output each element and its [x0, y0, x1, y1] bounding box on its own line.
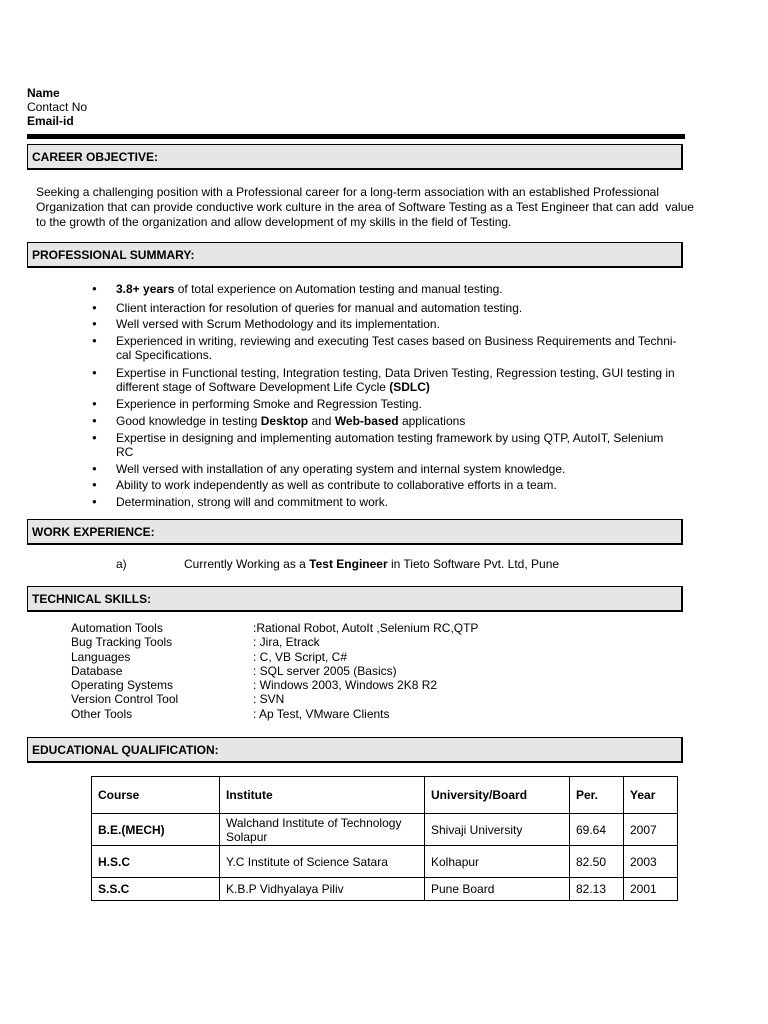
list-item: ● Expertise in designing and implementing automation testing framework by using QTP, AutoIT, Selenium RC: [92, 431, 692, 460]
section-career-objective: [27, 144, 683, 170]
objective-line: Organization that can provide conductive work culture in the area of Software Testing as a Test Engineer that can add value: [36, 200, 694, 214]
section-professional-summary: [27, 242, 683, 268]
header-cell: Per.: [570, 777, 624, 814]
section-title: EDUCATIONAL QUALIFICATION:: [32, 743, 219, 757]
year-cell: 2001: [624, 878, 678, 901]
header-cell: Institute: [220, 777, 425, 814]
skill-row: Version Control Tool : SVN: [71, 692, 285, 707]
list-item: ● Determination, strong will and commitment to work.: [92, 495, 692, 510]
skill-row: Database : SQL server 2005 (Basics): [71, 663, 397, 678]
skill-row: Operating Systems : Windows 2003, Windows 2K8 R2: [71, 678, 438, 693]
list-item: ● Well versed with installation of any operating system and internal system knowledge.: [92, 462, 692, 477]
per-cell: 69.64: [570, 814, 624, 846]
objective-line: to the growth of the organization and allow development of my skills in the field of Testing.: [36, 215, 512, 229]
institute-cell: Y.C Institute of Science Satara: [220, 846, 425, 878]
list-item: ● Experienced in writing, reviewing and executing Test cases based on Business Requirements and Techni- cal Specifications.: [92, 334, 692, 363]
table-row: [92, 878, 678, 901]
list-item: ● Expertise in Functional testing, Integration testing, Data Driven Testing, Regression testing, GUI testing in different stage of Software Development Life Cycle (SDLC): [92, 366, 692, 395]
skill-row: Languages : C, VB Script, C#: [71, 649, 348, 664]
board-cell: Shivaji University: [425, 814, 570, 846]
section-title: TECHNICAL SKILLS:: [32, 592, 152, 606]
list-item: ● Ability to work independently as well as contribute to collaborative efforts in a team.: [92, 478, 692, 493]
summary-list: [92, 282, 692, 511]
year-cell: 2003: [624, 846, 678, 878]
email-label: Email-id: [27, 114, 74, 128]
list-item: ● Experience in performing Smoke and Regression Testing.: [92, 397, 692, 412]
objective-line: Seeking a challenging position with a Professional career for a long-term association with an established Professional: [36, 185, 660, 199]
per-cell: 82.50: [570, 846, 624, 878]
header-cell: University/Board: [425, 777, 570, 814]
skill-row: Automation Tools :Rational Robot, AutoIt ,Selenium RC,QTP: [71, 621, 479, 635]
year-cell: 2007: [624, 814, 678, 846]
table-header-row: [92, 777, 678, 814]
contact-label: Contact No: [27, 100, 88, 114]
course-cell: H.S.C: [92, 846, 220, 878]
section-technical-skills: [27, 586, 683, 612]
skill-row: Bug Tracking Tools : Jira, Etrack: [71, 635, 320, 650]
skill-row: Other Tools : Ap Test, VMware Clients: [71, 706, 390, 721]
work-entry: Currently Working as a Test Engineer in Tieto Software Pvt. Ltd, Pune: [184, 557, 560, 571]
board-cell: Pune Board: [425, 878, 570, 901]
work-marker: a): [116, 557, 127, 571]
skills-list: [71, 621, 478, 721]
list-item: ● Client interaction for resolution of queries for manual and automation testing.: [92, 301, 692, 316]
name-label: Name: [27, 86, 60, 100]
table-row: [92, 814, 678, 846]
list-item: ● Well versed with Scrum Methodology and its implementation.: [92, 317, 692, 332]
institute-cell: Walchand Institute of Technology Solapur: [220, 814, 425, 846]
objective-paragraph: [36, 185, 736, 230]
table-row: [92, 846, 678, 878]
education-table: [91, 776, 678, 901]
list-item: ● 3.8+ years of total experience on Automation testing and manual testing.: [92, 282, 692, 297]
section-title: PROFESSIONAL SUMMARY:: [32, 248, 195, 262]
header-rule: [27, 134, 685, 139]
course-cell: B.E.(MECH): [92, 814, 220, 846]
board-cell: Kolhapur: [425, 846, 570, 878]
list-item: ● Good knowledge in testing Desktop and Web-based applications: [92, 414, 692, 429]
per-cell: 82.13: [570, 878, 624, 901]
section-educational-qualification: [27, 737, 683, 763]
institute-cell: K.B.P Vidhyalaya Piliv: [220, 878, 425, 901]
header-cell: Course: [92, 777, 220, 814]
section-title: WORK EXPERIENCE:: [32, 525, 155, 539]
header-cell: Year: [624, 777, 678, 814]
section-work-experience: [27, 519, 683, 545]
section-title: CAREER OBJECTIVE:: [32, 150, 159, 164]
course-cell: S.S.C: [92, 878, 220, 901]
